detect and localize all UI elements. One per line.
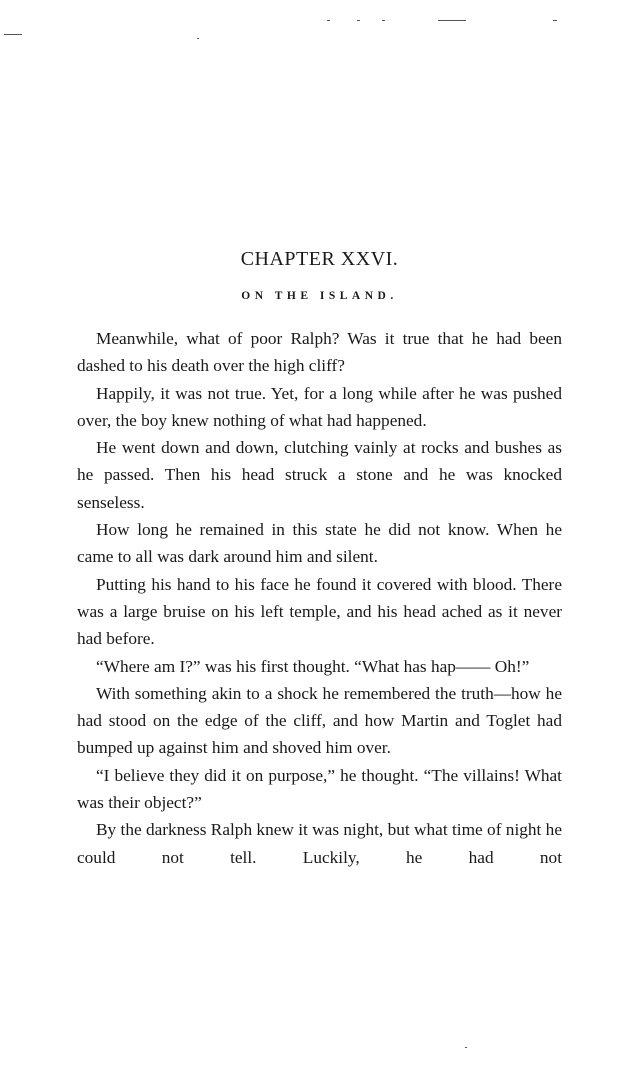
scan-speck <box>553 20 557 21</box>
paragraph: Meanwhile, what of poor Ralph? Was it true that he had been dashed to his death over the high cliff? <box>77 329 562 376</box>
scan-speck <box>327 20 330 21</box>
paragraph: How long he remained in this state he did not know. When he came to all was dark around him and silent. <box>77 520 562 567</box>
chapter-title: CHAPTER XXVI. <box>240 248 399 270</box>
paragraph: He went down and down, clutching vainly at rocks and bushes as he passed. Then his head struck a stone and he was knocked senseless. <box>77 438 562 512</box>
paragraph: Happily, it was not true. Yet, for a long while after he was pushed over, the boy knew nothing of what had happened. <box>77 383 562 430</box>
paragraph: With something akin to a shock he remembered the truth—how he had stood on the edge of the cliff, and how Martin and Toglet had bumped up against him and shoved him over. <box>77 683 562 758</box>
paragraph: “Where am I?” was his first thought. “What has hap—— Oh!” <box>96 656 530 676</box>
chapter-subtitle: ON THE ISLAND. <box>241 290 398 302</box>
scan-speck <box>197 38 199 39</box>
scan-speck <box>4 34 22 35</box>
paragraph: Putting his hand to his face he found it covered with blood. There was a large bruise on his left temple, and his head ached as it never had before. <box>77 574 562 649</box>
paragraph: By the darkness Ralph knew it was night, but what time of night he could not tell. Luckily, he had not <box>77 820 562 867</box>
scan-speck <box>438 20 466 21</box>
scan-speck <box>465 1047 467 1048</box>
paragraph: “I believe they did it on purpose,” he thought. “The villains! What was their object?” <box>77 765 562 813</box>
scan-speck <box>382 20 385 21</box>
chapter-body <box>77 325 562 871</box>
scan-speck <box>357 20 360 21</box>
